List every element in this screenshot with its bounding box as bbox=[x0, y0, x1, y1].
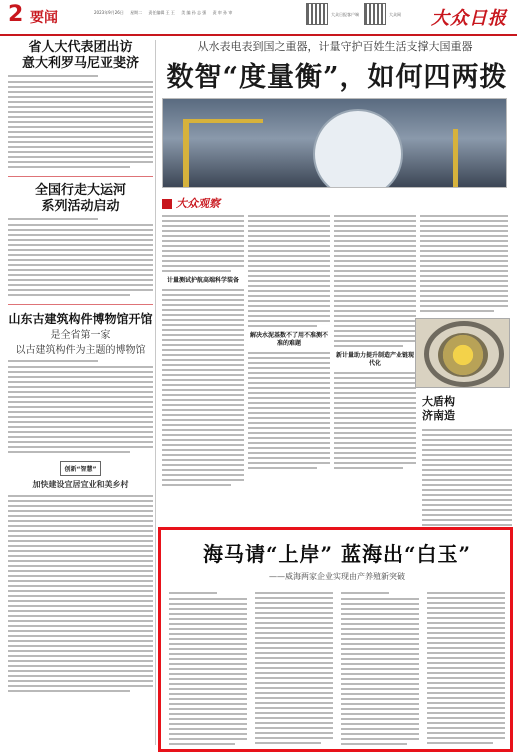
issue-date: 2023年9月26日 bbox=[94, 10, 124, 15]
art-editor: 美 编 孙 志 强 bbox=[181, 10, 207, 15]
column-divider bbox=[155, 40, 156, 745]
article-subhead: 计量测试护航高端科学装备 bbox=[166, 277, 239, 284]
article-column bbox=[427, 592, 505, 747]
highlighted-story bbox=[158, 527, 513, 752]
article-column bbox=[162, 215, 244, 489]
article-column bbox=[248, 215, 330, 472]
left-column bbox=[8, 40, 153, 695]
qr-caption: 大众网 bbox=[389, 12, 401, 17]
article-column bbox=[334, 215, 416, 472]
crane-icon bbox=[183, 119, 189, 188]
tag-banner: 创新“智慧” bbox=[60, 461, 102, 476]
story-headline: 全国行走大运河 bbox=[34, 183, 126, 198]
article-column bbox=[341, 592, 419, 748]
story-body bbox=[8, 224, 153, 296]
article-subhead: 新计量助力提升制造产业链现代化 bbox=[335, 352, 414, 367]
feature-headline: 数智“度量衡”，如何四两拨 bbox=[166, 62, 508, 93]
article-column bbox=[255, 592, 333, 747]
story-subheadline: 以古建筑构件为主题的博物馆 bbox=[15, 345, 146, 356]
story-body bbox=[8, 81, 153, 168]
story-headline: 省人大代表团出访 bbox=[28, 40, 133, 55]
divider bbox=[8, 176, 153, 177]
byline bbox=[8, 75, 153, 77]
newspaper-logo: 大众日报 bbox=[431, 8, 507, 29]
issue-weekday: 星期二 bbox=[130, 10, 143, 15]
article-column bbox=[169, 592, 247, 748]
story-subheadline: 是全省第一家 bbox=[50, 330, 111, 341]
qr-code-icon bbox=[364, 3, 386, 25]
highlight-headline: 海马请“上岸” 蓝海出“白玉” bbox=[203, 542, 471, 566]
story-body bbox=[8, 366, 153, 453]
cutter-head-icon bbox=[438, 333, 488, 377]
column-label: 大众观察 bbox=[162, 193, 252, 213]
page-number: 2 bbox=[8, 2, 24, 27]
feature-kicker: 从水表电表到国之重器，计量守护百姓生活支撑大国重器 bbox=[197, 40, 473, 53]
story-headline: 意大利罗马尼亚斐济 bbox=[21, 56, 139, 71]
byline bbox=[8, 360, 153, 362]
story-headline: 山东古建筑构件博物馆开馆 bbox=[8, 312, 153, 326]
side-story bbox=[422, 395, 512, 549]
editor: 责任编辑 王 王 bbox=[148, 10, 175, 15]
story-headline: 系列活动启动 bbox=[41, 199, 120, 214]
story-headline: 大盾构 bbox=[422, 395, 455, 408]
highlight-subheadline: ——威海两家企业实现由产养殖新突破 bbox=[269, 572, 405, 581]
shield-machine-photo bbox=[415, 318, 510, 388]
story-headline: 济南造 bbox=[422, 409, 455, 422]
divider bbox=[8, 304, 153, 305]
section-title: 要闻 bbox=[30, 10, 58, 26]
story-body bbox=[8, 495, 153, 692]
qr-caption: 大众日报客户端 bbox=[331, 12, 359, 17]
masthead bbox=[0, 0, 517, 36]
qr-code-icon bbox=[306, 3, 328, 25]
byline bbox=[8, 218, 153, 220]
feature-photo bbox=[162, 98, 507, 188]
issue-meta bbox=[94, 10, 237, 16]
reviewer: 责 审 孙 审 bbox=[212, 10, 233, 15]
article-column bbox=[420, 215, 508, 315]
article-subhead: 解决水泥基数不了用不准测不准的难题 bbox=[249, 332, 328, 347]
story-subheadline: 加快建设宜居宜业和美乡村 bbox=[32, 479, 129, 489]
